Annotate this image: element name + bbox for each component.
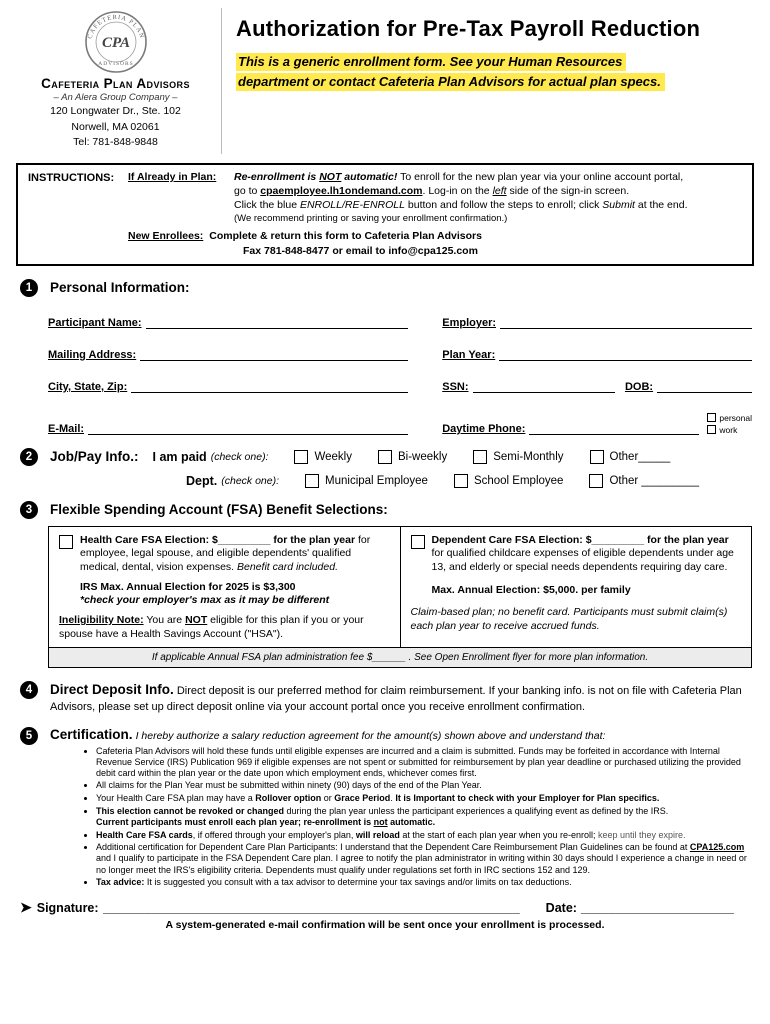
biweekly-label: Bi-weekly — [397, 450, 448, 463]
phone-work-option — [707, 425, 752, 435]
dept-other-label: Other _________ — [609, 474, 699, 487]
participant-name-field[interactable] — [146, 317, 409, 329]
phone-type-checkboxes — [707, 413, 752, 435]
title-block — [221, 8, 754, 154]
section4-number-badge: 4 — [20, 681, 38, 699]
company-name: Cafeteria Plan Advisors — [41, 76, 190, 91]
portal-url: cpaemployee.lh1ondemand.com — [260, 184, 423, 197]
page-title: Authorization for Pre-Tax Payroll Reduction — [236, 16, 701, 41]
already-line-2: go to cpaemployee.lh1ondemand.com. Log-in on the left side of the sign-in screen. — [234, 184, 630, 197]
health-fsa-column — [49, 527, 400, 647]
section1-title: Personal Information: — [50, 280, 190, 296]
section-certification — [16, 727, 754, 890]
paid-option-weekly — [294, 450, 352, 464]
personal-checkbox[interactable] — [707, 413, 716, 422]
certification-content — [50, 727, 754, 890]
field-row-2 — [48, 349, 752, 361]
bullet-dependent-care-cert: • Additional certification for Dependent Care Plan Participants: I understand that the Dependent Care Reimbursement Plan Guidelines can be found at CPA125.com and I qualify to participate in the FSA Dependent Care plan. I agree to notify the plan administrator in writing within 30 days should I experience a change in need or no longer meet the IRS's eligibility criteria. Dependents must qualify under regulations set forth in IRC sections 152 and 129. — [96, 842, 754, 875]
field-row-1 — [48, 317, 752, 329]
irs-max-line: IRS Max. Annual Election for 2025 is $3,300 — [80, 580, 296, 593]
paid-other-checkbox[interactable] — [590, 450, 604, 464]
bullet-tax-advice: • Tax advice: It is suggested you consult with a tax advisor to determine your tax savings and/or limits on tax deductions. — [96, 877, 754, 888]
employer-label: Employer: — [442, 316, 497, 329]
employer-max-note: *check your employer's max as it may be different — [80, 594, 330, 607]
signature-field[interactable]: ____________________________________________________________ — [102, 900, 520, 915]
school-checkbox[interactable] — [454, 474, 468, 488]
participant-name-label: Participant Name: — [48, 316, 142, 329]
already-line-1: Re-enrollment is NOT automatic! To enroll for the new plan year via your online account portal, — [234, 170, 684, 183]
section3-number-badge: 3 — [20, 501, 38, 519]
dependent-max-line: Max. Annual Election: $5,000. per family — [431, 583, 631, 596]
section-job-pay-info — [16, 448, 754, 488]
instructions-box — [16, 163, 754, 266]
semimonthly-checkbox[interactable] — [473, 450, 487, 464]
new-enrollees-row — [28, 230, 744, 244]
notice-line-1: This is a generic enrollment form. See your Human Resources — [236, 53, 626, 71]
instructions-already-row — [28, 171, 744, 225]
plan-year-field[interactable] — [499, 349, 752, 361]
certification-intro-line — [50, 727, 754, 742]
health-fsa-bold: Health Care FSA Election: $_________ for the plan year — [80, 533, 356, 546]
svg-text:CAFETERIA PLAN: CAFETERIA PLAN — [86, 13, 145, 40]
daytime-phone-label: Daytime Phone: — [442, 422, 526, 435]
bullet-reenroll-line: Current participants must enroll each plan year; re-enrollment is not automatic. — [96, 816, 436, 827]
plan-year-label: Plan Year: — [442, 348, 496, 361]
company-phone: Tel: 781-848-9848 — [73, 136, 158, 149]
i-am-paid-label: I am paid — [152, 449, 207, 464]
company-block — [16, 8, 221, 154]
confirmation-footer: A system-generated e-mail confirmation will be sent once your enrollment is processed. — [165, 918, 605, 931]
signature-label: Signature: — [36, 900, 99, 915]
dependent-fsa-bold: Dependent Care FSA Election: $_________ for the plan year — [431, 533, 729, 546]
bullet-funds-held: • Cafeteria Plan Advisors will hold these funds until eligible expenses are incurred and a claim is submitted. Funds may be forfeited in accordance with Internal Revenue Service (IRS) Publication 969 if eligible expenses are not spent or submitted for reimbursement by plan year deadline or purchased utilizing the provided debit card within the plan year or the date upon which employment ends, whichever comes first. — [96, 746, 754, 779]
bullet-claims-deadline: • All claims for the Plan Year must be submitted within ninety (90) days of the end of the Plan Year. — [96, 780, 754, 791]
already-line-4: (We recommend printing or saving your enrollment confirmation.) — [234, 212, 508, 224]
municipal-label: Municipal Employee — [325, 474, 428, 487]
already-in-plan-text — [234, 171, 744, 225]
section5-title: Certification. — [50, 726, 133, 742]
ineligibility-label: Ineligibility Note: — [59, 613, 144, 626]
paid-option-semimonthly — [473, 450, 563, 464]
direct-deposit-text — [50, 681, 754, 715]
direct-deposit-body: Direct deposit is our preferred method for claim reimbursement. If your banking info. is not on file with Cafeteria Plan Advisors, please set up direct deposit online via your account portal once you receive enrollment confirmation. — [50, 685, 742, 714]
date-field[interactable]: ______________________ — [580, 900, 734, 915]
already-in-plan-label: If Already in Plan: — [128, 170, 217, 183]
section1-number-badge: 1 — [20, 279, 38, 297]
health-fsa-election-row — [59, 534, 390, 608]
dept-option-other — [589, 474, 699, 488]
arrow-icon: ➤ — [20, 898, 32, 915]
dept-option-municipal — [305, 474, 428, 488]
dependent-fsa-column — [400, 527, 752, 647]
cpa125-url: CPA125.com — [689, 842, 745, 853]
company-address-line2: Norwell, MA 02061 — [71, 120, 160, 133]
fsa-admin-fee-note: If applicable Annual FSA plan administration fee $______ . See Open Enrollment flyer for more plan information. — [49, 647, 751, 667]
health-fsa-text — [80, 534, 390, 608]
svg-text:ADVISORS: ADVISORS — [97, 61, 134, 67]
phone-personal-option — [707, 413, 752, 423]
school-label: School Employee — [473, 474, 564, 487]
dependent-fsa-text — [432, 534, 742, 598]
daytime-phone-field[interactable] — [529, 423, 699, 435]
claim-based-note: Claim-based plan; no benefit card. Participants must submit claim(s) each plan year to receive accrued funds. — [410, 606, 728, 632]
field-row-3 — [48, 381, 752, 393]
bullet-rollover-grace: • Your Health Care FSA plan may have a Rollover option or Grace Period. It is Important to check with your Employer for Plan specifics. — [96, 793, 754, 804]
section1-header — [16, 279, 754, 297]
dept-option-school — [454, 474, 564, 488]
health-fsa-checkbox[interactable] — [59, 535, 73, 549]
mailing-address-field[interactable] — [140, 349, 408, 361]
instructions-label: INSTRUCTIONS: — [28, 171, 115, 184]
section2-number-badge: 2 — [20, 448, 38, 466]
company-logo — [16, 10, 215, 74]
section-personal-info — [16, 279, 754, 435]
cpa-seal-icon — [84, 10, 148, 74]
already-line-3: Click the blue ENROLL/RE-ENROLL button and follow the steps to enroll; click Submit at the end. — [234, 198, 688, 211]
section2-title: Job/Pay Info.: — [50, 449, 139, 465]
semimonthly-label: Semi-Monthly — [493, 450, 564, 463]
dependent-fsa-election-row — [411, 534, 742, 598]
personal-checkbox-label: personal — [719, 412, 752, 423]
dob-field[interactable] — [657, 381, 752, 393]
mailing-address-label: Mailing Address: — [48, 348, 137, 361]
field-row-4 — [48, 413, 752, 435]
biweekly-checkbox[interactable] — [378, 450, 392, 464]
city-state-zip-field[interactable] — [131, 381, 408, 393]
email-field[interactable] — [88, 423, 408, 435]
date-label: Date: — [545, 900, 577, 915]
paid-other-label: Other_____ — [609, 450, 671, 463]
weekly-checkbox[interactable] — [294, 450, 308, 464]
health-fsa-desc: for employee, legal spouse, and eligible dependents' qualified medical, dental, vision expenses. — [80, 533, 371, 574]
weekly-label: Weekly — [314, 450, 352, 463]
paid-option-other — [590, 450, 671, 464]
ssn-label: SSN: — [442, 380, 469, 393]
health-fsa-card-note: Benefit card included. — [237, 561, 338, 574]
fax-email-line: Fax 781-848-8477 or email to info@cpa125.com — [243, 244, 478, 257]
generic-form-notice — [236, 52, 754, 92]
fsa-elections-box — [48, 526, 752, 668]
certification-bullets — [84, 746, 754, 889]
dept-row — [182, 474, 754, 488]
pay-frequency-row — [16, 448, 754, 466]
notice-line-2: department or contact Cafeteria Plan Advisors for actual plan specs. — [236, 73, 665, 91]
dept-label: Dept. — [186, 473, 218, 488]
paid-check-one-hint: (check one): — [210, 450, 269, 463]
bullet-no-revoke: • This election cannot be revoked or changed during the plan year unless the participant experiences a qualifying event as defined by the IRS. Current participants must enroll each plan year; re-enrollment is not automatic. — [96, 806, 754, 828]
company-tagline: – An Alera Group Company – — [53, 92, 178, 103]
svg-text:CPA: CPA — [101, 35, 130, 51]
dept-check-one-hint: (check one): — [221, 474, 280, 487]
municipal-checkbox[interactable] — [305, 474, 319, 488]
work-checkbox[interactable] — [707, 425, 716, 434]
personal-info-fields — [48, 317, 752, 435]
ineligibility-note: Ineligibility Note: You are NOT eligible for this plan if you or your spouse have a Health Savings Account ("HSA"). — [59, 613, 364, 640]
section3-title: Flexible Spending Account (FSA) Benefit Selections: — [50, 502, 388, 518]
work-checkbox-label: work — [719, 424, 738, 435]
section-direct-deposit — [16, 681, 754, 715]
employer-field[interactable] — [500, 317, 752, 329]
spacer — [28, 230, 128, 244]
company-address-line1: 120 Longwater Dr., Ste. 102 — [50, 105, 181, 117]
section4-title: Direct Deposit Info. — [50, 682, 174, 698]
paid-option-biweekly — [378, 450, 447, 464]
bullet-fsa-cards: • Health Care FSA cards, if offered through your employer's plan, will reload at the start of each plan year when you re-enroll; keep until they expire. — [96, 830, 754, 841]
dob-label: DOB: — [624, 380, 654, 393]
signature-row — [16, 899, 754, 916]
city-state-zip-label: City, State, Zip: — [48, 380, 128, 393]
dept-other-checkbox[interactable] — [589, 474, 603, 488]
section-fsa-selections — [16, 501, 754, 668]
header — [16, 8, 754, 154]
new-enrollees-text: Complete & return this form to Cafeteria Plan Advisors — [209, 230, 482, 243]
section3-header — [16, 501, 754, 519]
email-label: E-Mail: — [48, 422, 85, 435]
certification-intro: I hereby authorize a salary reduction agreement for the amount(s) shown above and understand that: — [135, 729, 606, 742]
new-enrollees-label: New Enrollees: — [128, 230, 204, 243]
section5-number-badge: 5 — [20, 727, 38, 745]
ssn-field[interactable] — [473, 381, 615, 393]
dependent-fsa-checkbox[interactable] — [411, 535, 425, 549]
dependent-fsa-desc: for qualified childcare expenses of eligible dependents under age 13, and elderly or special needs dependents requiring day care. — [431, 547, 734, 574]
